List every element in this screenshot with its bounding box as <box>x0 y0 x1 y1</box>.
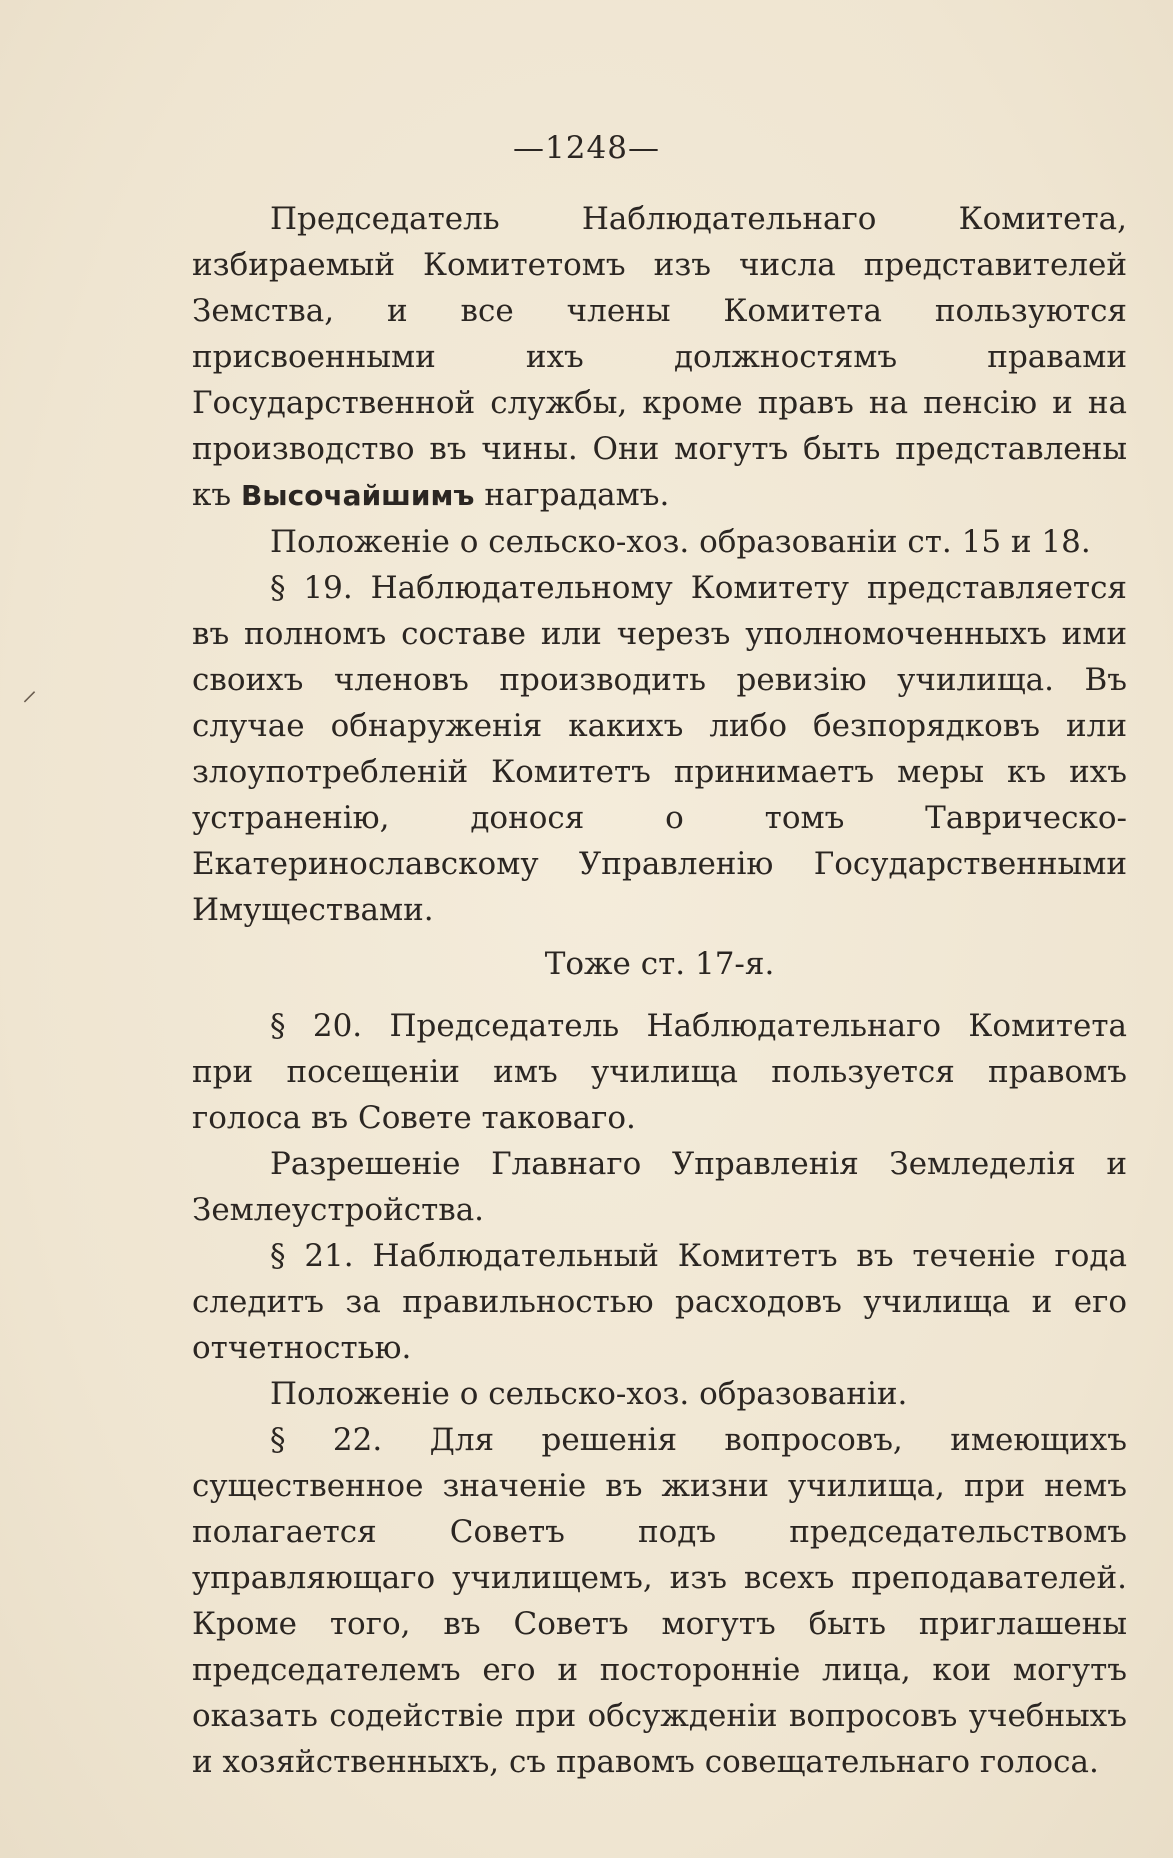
emphasized-word: Высочайшимъ <box>240 479 475 512</box>
reference-line: Разрешеніе Главнаго Управленія Земледелія и Землеустройства. <box>192 1146 1127 1228</box>
section-21: § 21. Наблюдательный Комитетъ въ теченіе года следитъ за правильностью расходовъ училища и его отчетностью. <box>192 1238 1127 1366</box>
section-22: § 22. Для решенія вопросовъ, имеющихъ существенное значеніе въ жизни училища, при немъ полагается Советъ подъ председательствомъ управляющаго училищемъ, изъ всехъ преподавателей. Кроме того, въ Советъ могутъ быть приглашены председателемъ его и посторонніе лица, кои могутъ оказать содействіе при обсужденіи вопросовъ учебныхъ и хозяйственныхъ, съ правомъ совещательнаго голоса. <box>192 1422 1127 1780</box>
reference-heading: Тоже ст. 17-я. <box>544 946 775 982</box>
paragraph-chairman: Председатель Наблюдательнаго Комитета, избираемый Комитетомъ изъ числа представителей Земства, и все члены Комитета пользуются присвоенными ихъ должностямъ правами Государственной службы, кроме правъ на пенсію и на производство въ чины. Они могутъ быть представлены къ Высочайшимъ наградамъ. <box>192 201 1127 513</box>
page-number: —1248— <box>513 130 660 166</box>
section-20: § 20. Председатель Наблюдательнаго Комитета при посещеніи имъ училища пользуется правомъ голоса въ Совете таковаго. <box>192 1008 1127 1136</box>
reference-line: Положеніе о сельско-хоз. образованіи ст. 15 и 18. <box>270 524 1091 560</box>
margin-pencil-mark: ⸝ <box>22 673 37 708</box>
reference-line: Положеніе о сельско-хоз. образованіи. <box>270 1376 908 1412</box>
document-body <box>192 196 1127 1785</box>
section-19: § 19. Наблюдательному Комитету представляется въ полномъ составе или черезъ уполномоченныхъ ими своихъ членовъ производить ревизію училища. Въ случае обнаруженія какихъ либо безпорядковъ или злоупотребленій Комитетъ принимаетъ меры къ ихъ устраненію, донося о томъ Таврическо-Екатеринославскому Управленію Государственными Имуществами. <box>192 570 1127 928</box>
